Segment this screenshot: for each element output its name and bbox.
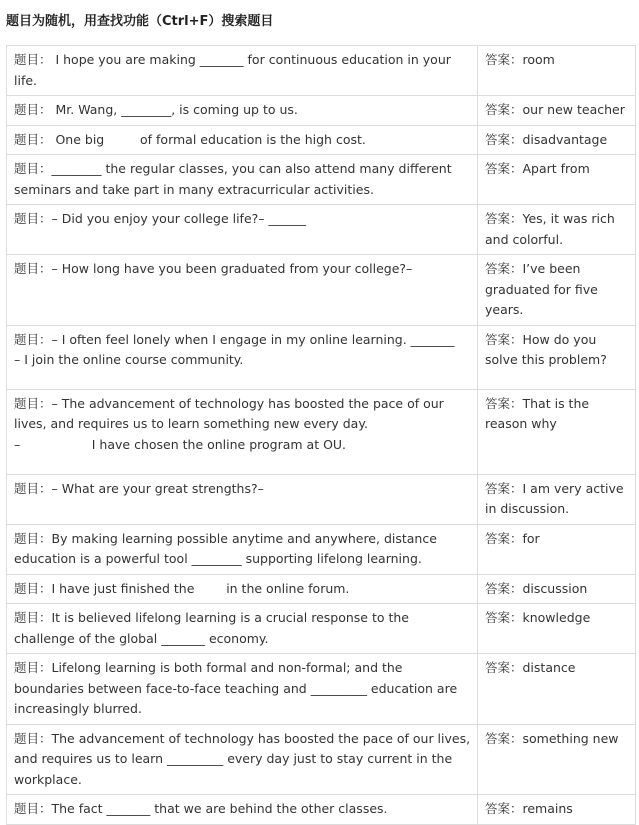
answer-cell <box>478 724 636 795</box>
answer-text: 答案：I am very active in discussion. <box>485 480 628 516</box>
answer-cell <box>478 389 636 474</box>
question-cell <box>7 325 478 389</box>
question-text: 题目： I hope you are making _______ for continuous education in your life. <box>14 52 455 88</box>
answer-text: 答案：for <box>485 530 540 546</box>
answer-cell <box>478 524 636 574</box>
question-text: 题目：– I often feel lonely when I engage in my online learning. _______ – I join the online course community. <box>14 331 455 367</box>
question-text: 题目：– The advancement of technology has boosted the pace of our lives, and requires us to learn something new every day. – I have chosen the online program at OU. <box>14 395 444 452</box>
answer-cell <box>478 474 636 524</box>
answer-cell <box>478 46 636 96</box>
table-row <box>7 654 636 725</box>
question-text: 题目：By making learning possible anytime and anywhere, distance education is a powerful tool ________ supporting lifelong learning. <box>14 530 441 566</box>
table-row <box>7 724 636 795</box>
question-text: 题目：Lifelong learning is both formal and non-formal; and the boundaries between face-to-face teaching and _________ education are increasingly blurred. <box>14 660 462 716</box>
question-text: 题目：The fact _______ that we are behind the other classes. <box>14 801 388 816</box>
table-row <box>7 96 636 126</box>
answer-text: 答案：discussion <box>485 580 588 596</box>
table-row <box>7 795 636 825</box>
question-cell <box>7 255 478 326</box>
answer-text: 答案：our new teacher <box>485 102 625 117</box>
question-text: 题目：________ the regular classes, you can also attend many different seminars and take part in many extracurricular activities. <box>14 161 456 197</box>
question-cell <box>7 574 478 604</box>
question-text: 题目：The advancement of technology has boosted the pace of our lives, and requires us to learn _________ every day just to stay current in the workplace. <box>14 730 475 787</box>
answer-cell <box>478 155 636 205</box>
answer-text: 答案：That is the reason why <box>485 395 594 431</box>
question-cell <box>7 155 478 205</box>
question-cell <box>7 474 478 524</box>
question-text: 题目：I have just finished the in the online forum. <box>14 580 350 596</box>
question-text: 题目： Mr. Wang, ________, is coming up to us. <box>14 102 298 117</box>
question-cell <box>7 724 478 795</box>
question-cell <box>7 125 478 155</box>
answer-text: 答案：knowledge <box>485 610 591 625</box>
answer-text: 答案：How do you solve this problem? <box>485 331 607 367</box>
table-row <box>7 255 636 326</box>
question-cell <box>7 604 478 654</box>
question-cell <box>7 795 478 825</box>
question-text: 题目：– What are your great strengths?– <box>14 480 264 496</box>
answer-cell <box>478 795 636 825</box>
table-row <box>7 604 636 654</box>
table-row <box>7 474 636 524</box>
question-answer-table <box>6 45 636 825</box>
answer-text: 答案：something new <box>485 730 619 746</box>
answer-text: 答案：Apart from <box>485 161 590 176</box>
answer-cell <box>478 654 636 725</box>
question-text: 题目： One big of formal education is the high cost. <box>14 131 366 147</box>
table-row <box>7 524 636 574</box>
answer-cell <box>478 255 636 326</box>
answer-cell <box>478 604 636 654</box>
answer-cell <box>478 574 636 604</box>
answer-cell <box>478 96 636 126</box>
answer-text: 答案：distance <box>485 660 576 675</box>
answer-text: 答案：room <box>485 52 555 67</box>
question-cell <box>7 46 478 96</box>
question-cell <box>7 96 478 126</box>
answer-text: 答案：I’ve been graduated for five years. <box>485 261 602 317</box>
question-text: 题目：– How long have you been graduated from your college?– <box>14 261 413 276</box>
answer-text: 答案：remains <box>485 801 573 816</box>
question-cell <box>7 205 478 255</box>
question-text: 题目：– Did you enjoy your college life?– ______ <box>14 211 307 226</box>
question-cell <box>7 654 478 725</box>
question-text: 题目：It is believed lifelong learning is a crucial response to the challenge of the global _______ economy. <box>14 610 413 646</box>
table-row <box>7 205 636 255</box>
table-row <box>7 389 636 474</box>
table-row <box>7 574 636 604</box>
question-cell <box>7 524 478 574</box>
answer-text: 答案：disadvantage <box>485 131 608 147</box>
table-row <box>7 125 636 155</box>
answer-cell <box>478 205 636 255</box>
answer-cell <box>478 125 636 155</box>
question-cell <box>7 389 478 474</box>
table-row <box>7 325 636 389</box>
table-row <box>7 155 636 205</box>
answer-text: 答案：Yes, it was rich and colorful. <box>485 211 619 247</box>
table-row <box>7 46 636 96</box>
page-heading: 题目为随机，用查找功能（Ctrl+F）搜索题目 <box>6 14 274 29</box>
answer-cell <box>478 325 636 389</box>
